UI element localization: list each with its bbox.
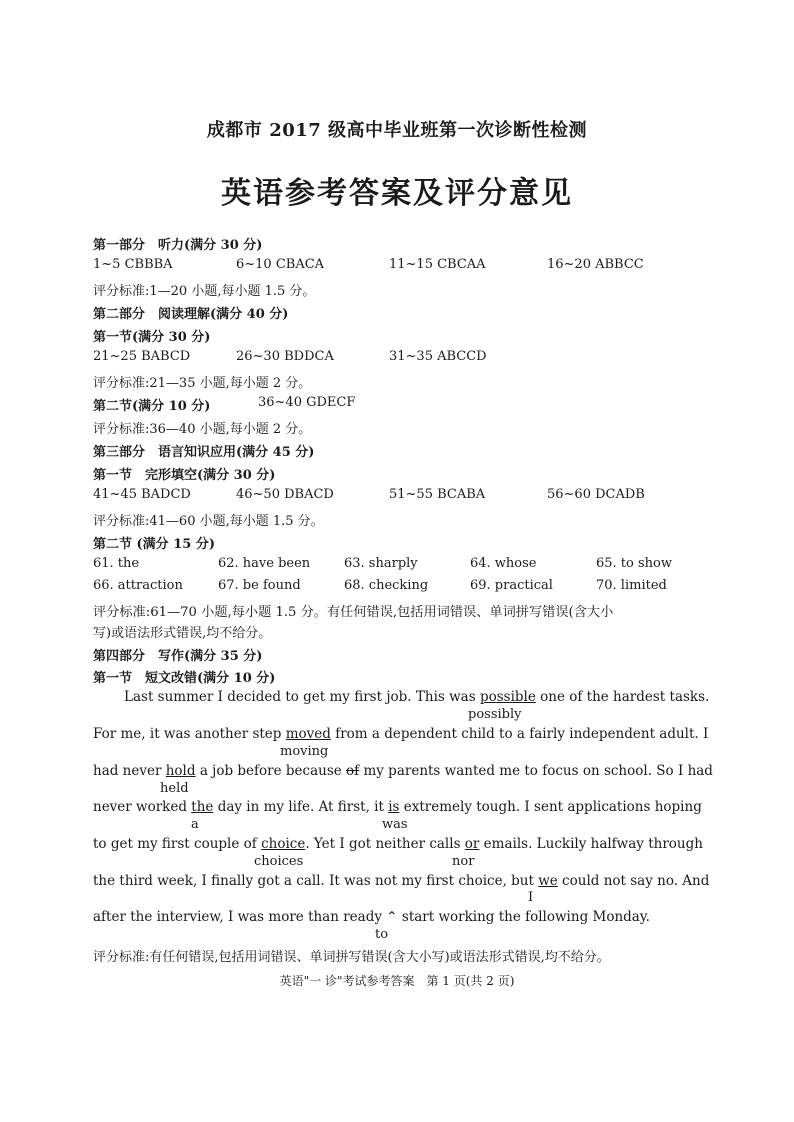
fill-answer-61: 61. the xyxy=(93,556,140,571)
error-word: the xyxy=(191,799,214,815)
part2-answer-2: 26~30 BDDCA xyxy=(236,349,334,364)
part1-answer-3: 11~15 CBCAA xyxy=(389,257,486,272)
part2-heading: 第二部分 阅读理解(满分 40 分) xyxy=(93,307,289,322)
exam-title: 成都市 2017 级高中毕业班第一次诊断性检测 xyxy=(206,120,588,141)
correction: was xyxy=(382,817,408,832)
part3-section2-criteria-1: 评分标准:61—70 小题,每小题 1.5 分。有任何错误,包括用词错误、单词拼写错误(含大小 xyxy=(93,605,614,620)
part4-criteria: 评分标准:有任何错误,包括用词错误、单词拼写错误(含大小写)或语法形式错误,均不给分。 xyxy=(93,950,610,965)
part3-answer-3: 51~55 BCABA xyxy=(389,487,486,502)
essay-line-4: never worked the day in my life. At first, it is extremely tough. I sent applications hoping xyxy=(93,799,702,815)
part3-heading: 第三部分 语言知识应用(满分 45 分) xyxy=(93,445,315,460)
part1-answer-4: 16~20 ABBCC xyxy=(547,257,644,272)
correction: choices xyxy=(254,854,304,869)
fill-answer-64: 64. whose xyxy=(470,556,537,571)
part2-section2-heading: 第二节(满分 10 分) xyxy=(93,399,211,414)
correction: possibly xyxy=(468,707,522,722)
part3-section2-heading: 第二节 (满分 15 分) xyxy=(93,537,215,552)
correction: nor xyxy=(452,854,475,869)
fill-answer-68: 68. checking xyxy=(344,578,429,593)
fill-answer-70: 70. limited xyxy=(596,578,667,593)
essay-line-6: the third week, I finally got a call. It was not my first choice, but we could not say no. And xyxy=(93,873,710,889)
error-word: possible xyxy=(479,689,536,705)
part3-answer-4: 56~60 DCADB xyxy=(547,487,645,502)
part2-answer-1: 21~25 BABCD xyxy=(93,349,191,364)
error-word: choice xyxy=(261,836,306,852)
part2-section2-criteria: 评分标准:36—40 小题,每小题 2 分。 xyxy=(93,422,312,437)
part4-section1-heading: 第一节 短文改错(满分 10 分) xyxy=(93,671,276,686)
fill-answer-66: 66. attraction xyxy=(93,578,183,593)
part1-answer-2: 6~10 CBACA xyxy=(236,257,325,272)
fill-answer-65: 65. to show xyxy=(596,556,672,571)
essay-line-7: after the interview, I was more than ready ⌃ start working the following Monday. xyxy=(93,909,650,925)
part3-answer-2: 46~50 DBACD xyxy=(236,487,334,502)
part2-section2-answers: 36~40 GDECF xyxy=(258,395,356,410)
page-footer: 英语"一 诊"考试参考答案 第 1 页(共 2 页) xyxy=(279,974,515,988)
part2-section1-criteria: 评分标准:21—35 小题,每小题 2 分。 xyxy=(93,376,312,391)
correction: held xyxy=(160,781,189,796)
fill-answer-69: 69. practical xyxy=(470,578,553,593)
error-word: hold xyxy=(165,763,196,779)
fill-answer-67: 67. be found xyxy=(218,578,301,593)
main-title: 英语参考答案及评分意见 xyxy=(221,176,573,211)
part2-answer-3: 31~35 ABCCD xyxy=(389,349,487,364)
error-word: moved xyxy=(285,726,331,742)
part2-section1-heading: 第一节(满分 30 分) xyxy=(93,330,211,345)
part1-answer-1: 1~5 CBBBA xyxy=(93,257,173,272)
fill-answer-63: 63. sharply xyxy=(344,556,418,571)
correction: I xyxy=(528,890,534,905)
part3-answer-1: 41~45 BADCD xyxy=(93,487,191,502)
essay-line-5: to get my first couple of choice. Yet I got neither calls or emails. Luckily halfway through xyxy=(93,836,703,852)
part1-heading: 第一部分 听力(满分 30 分) xyxy=(93,238,263,253)
deleted-word: of xyxy=(346,763,360,779)
error-word: is xyxy=(388,799,400,815)
insertion-caret-icon: ⌃ xyxy=(386,909,398,925)
error-word: we xyxy=(538,873,558,889)
correction: to xyxy=(375,927,389,942)
essay-line-1: Last summer I decided to get my first job. This was possible one of the hardest tasks. xyxy=(124,689,710,705)
part3-section1-heading: 第一节 完形填空(满分 30 分) xyxy=(93,468,276,483)
essay-line-3: had never hold a job before because of my parents wanted me to focus on school. So I had xyxy=(93,763,713,779)
error-word: or xyxy=(464,836,480,852)
fill-answer-62: 62. have been xyxy=(218,556,311,571)
part3-section1-criteria: 评分标准:41—60 小题,每小题 1.5 分。 xyxy=(93,514,324,529)
essay-line-2: For me, it was another step moved from a dependent child to a fairly independent adult. I xyxy=(93,726,709,742)
part3-section2-criteria-2: 写)或语法形式错误,均不给分。 xyxy=(93,626,272,641)
correction: a xyxy=(191,817,199,832)
correction: moving xyxy=(280,744,329,759)
part1-criteria: 评分标准:1—20 小题,每小题 1.5 分。 xyxy=(93,284,316,299)
part4-heading: 第四部分 写作(满分 35 分) xyxy=(93,649,263,664)
